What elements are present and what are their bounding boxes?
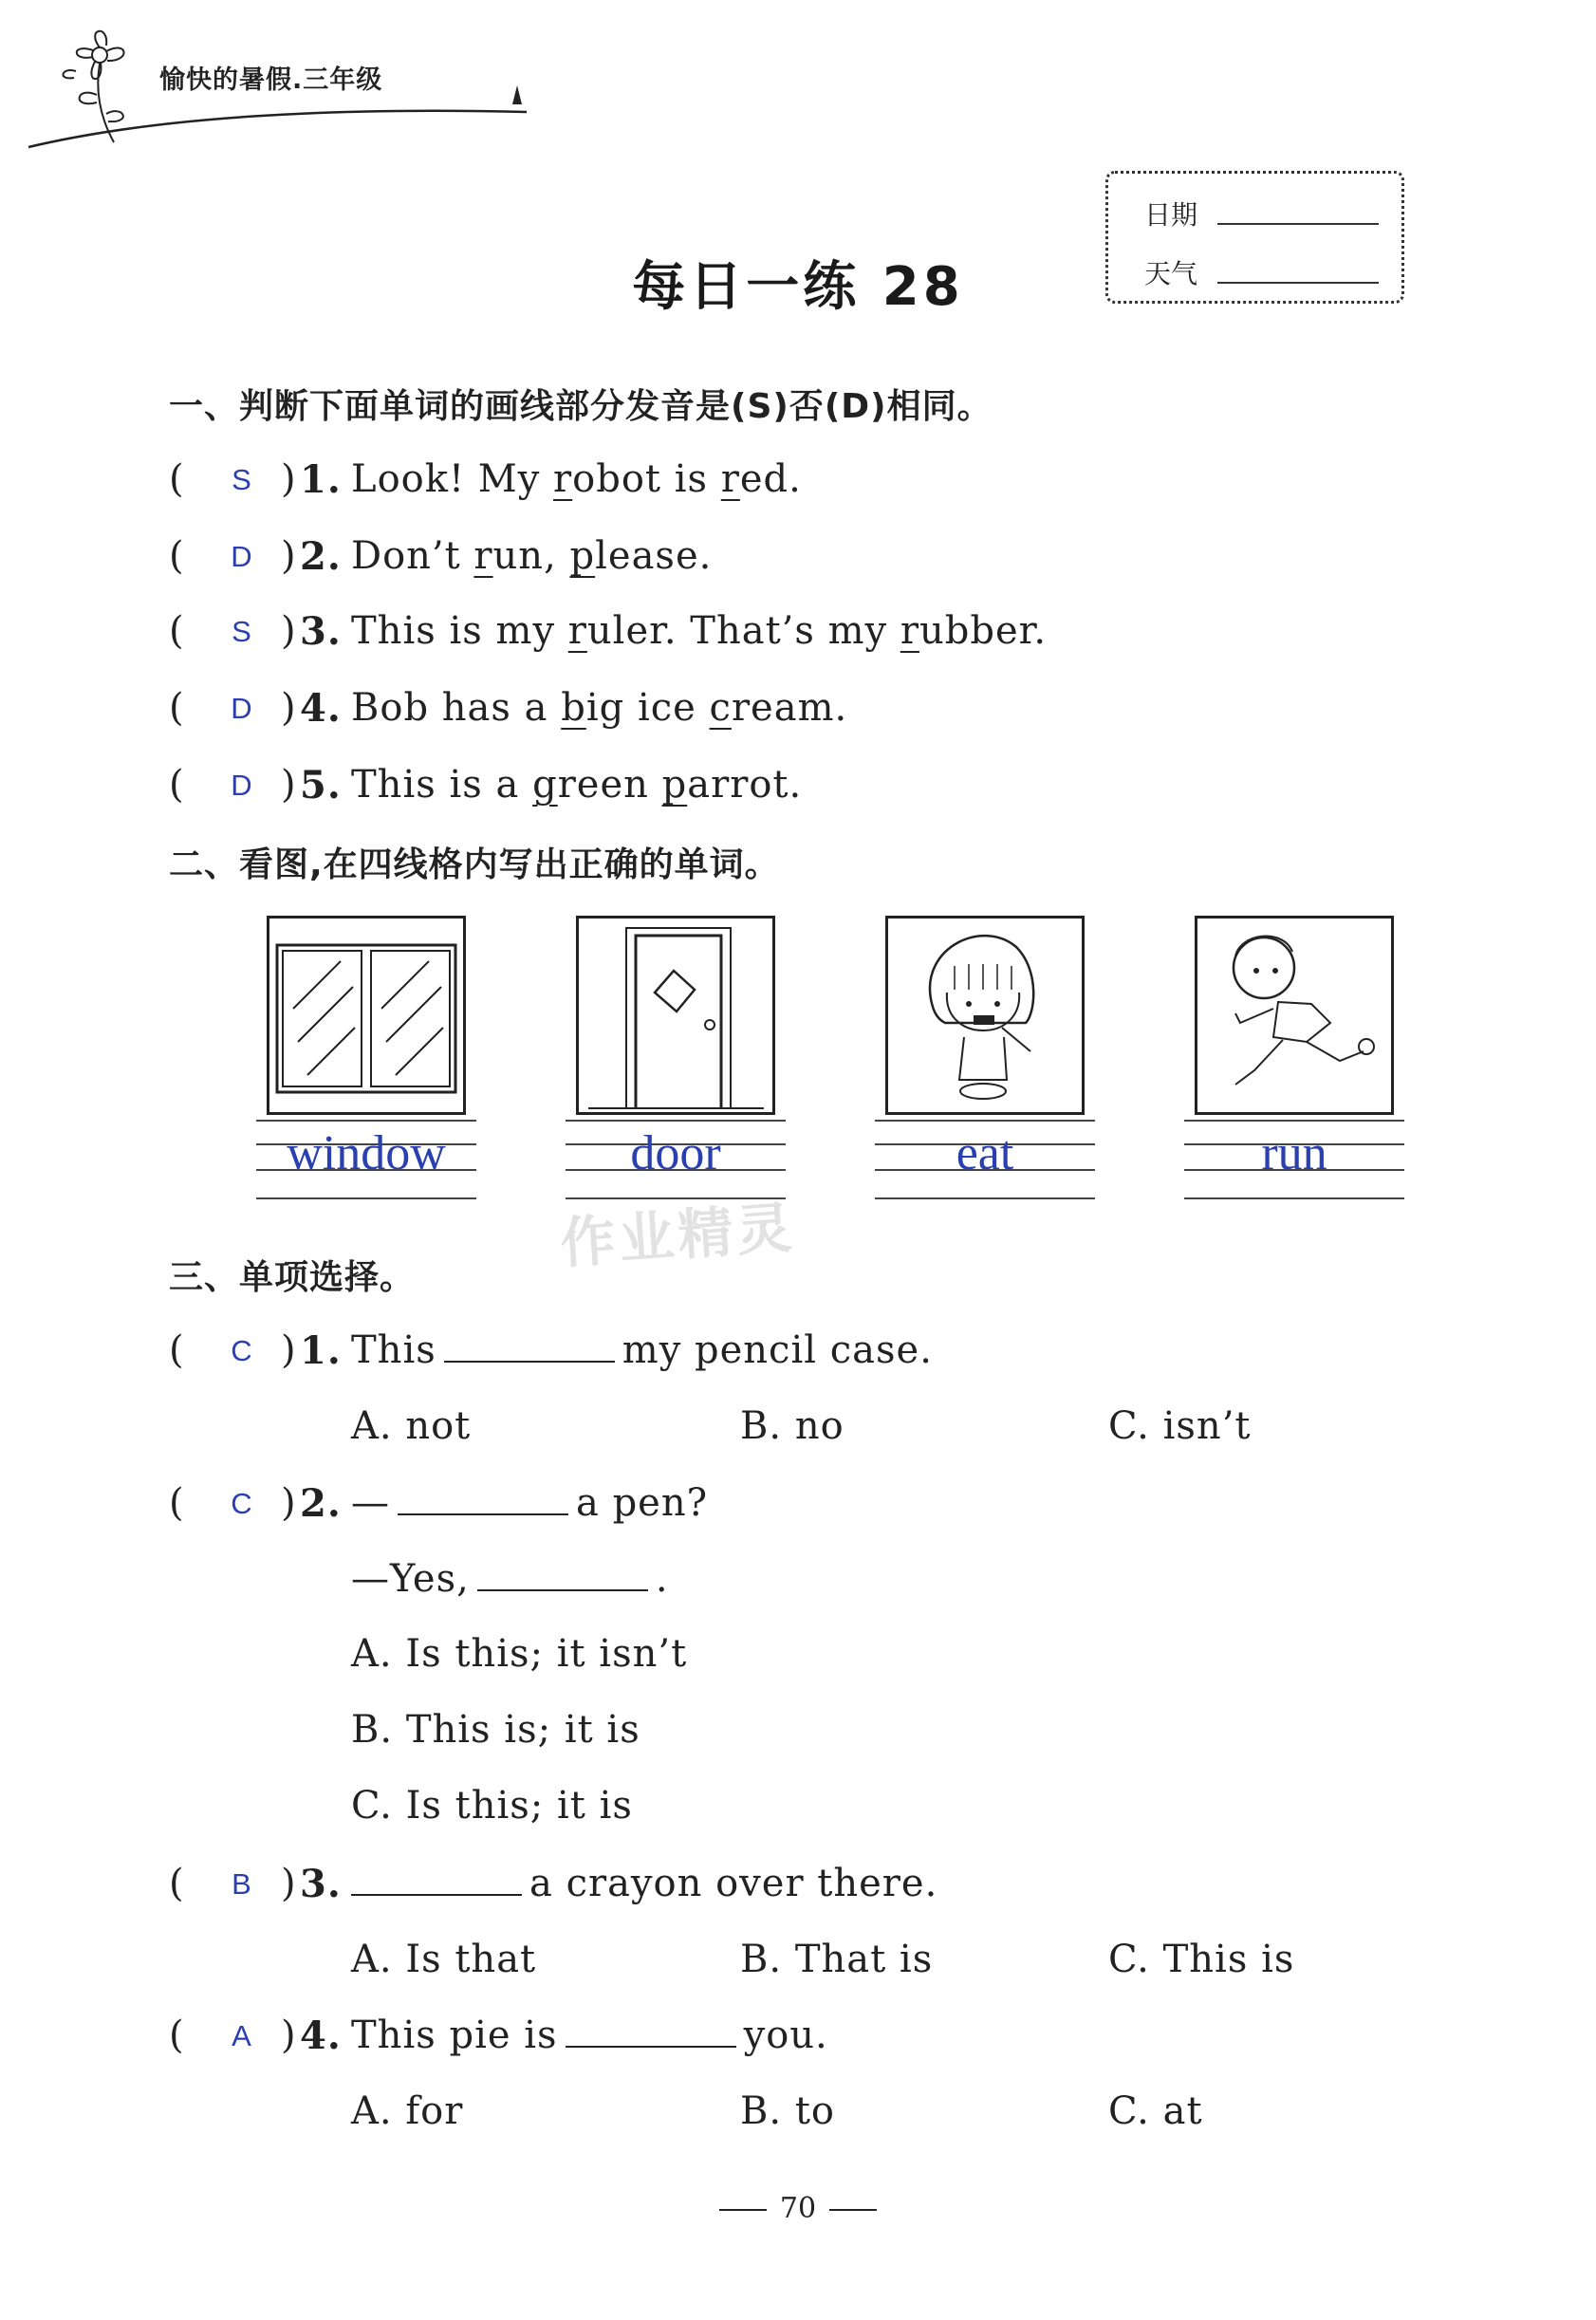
s3-q4-option-b: B. to — [740, 2089, 835, 2133]
picture-boy-running — [1195, 916, 1394, 1115]
s3-q1-option-c: C. isn’t — [1108, 1404, 1252, 1448]
picture-girl-eating — [885, 916, 1085, 1115]
date-field[interactable] — [1217, 223, 1379, 225]
section3-heading: 三、单项选择。 — [169, 1258, 416, 1297]
blank[interactable] — [351, 1865, 522, 1896]
s1-answer-5: D — [231, 769, 253, 802]
weather-label: 天气 — [1144, 258, 1198, 289]
s3-answer-4: A — [232, 2019, 252, 2052]
section1-heading: 一、判断下面单词的画线部分发音是(S)否(D)相同。 — [169, 387, 993, 426]
blank[interactable] — [398, 1485, 568, 1515]
answer-word-door: door — [630, 1126, 721, 1180]
s1-answer-1: S — [232, 463, 252, 496]
s3-q4-option-c: C. at — [1108, 2089, 1203, 2133]
s3-q2-option-a: A. Is this; it isn’t — [351, 1632, 688, 1676]
s3-q4-option-a: A. for — [351, 2089, 464, 2133]
s1-answer-2: D — [231, 540, 253, 573]
watermark: 作业精灵 — [558, 1195, 798, 1276]
blank[interactable] — [566, 2017, 736, 2048]
date-label: 日期 — [1144, 199, 1198, 231]
s3-question-2-line2: —Yes, . — [351, 1557, 669, 1601]
s3-q1-option-b: B. no — [740, 1404, 844, 1448]
s3-answer-1: C — [231, 1334, 253, 1367]
s3-q2-option-b: B. This is; it is — [351, 1708, 640, 1752]
answer-word-window: window — [287, 1126, 446, 1180]
picture-window — [267, 916, 466, 1115]
page-title: 每日一练 28 — [632, 256, 964, 318]
s3-q3-option-c: C. This is — [1108, 1938, 1295, 1981]
blank[interactable] — [444, 1332, 615, 1363]
girl-eating-icon — [888, 919, 1082, 1112]
picture-door — [576, 916, 775, 1115]
s3-answer-2: C — [231, 1487, 253, 1520]
s3-q3-option-a: A. Is that — [351, 1938, 537, 1981]
writing-lines-4[interactable] — [1184, 1120, 1404, 1201]
boy-running-icon — [1197, 919, 1391, 1112]
door-icon — [579, 919, 772, 1112]
s1-answer-4: D — [231, 692, 253, 725]
section2-heading: 二、看图,在四线格内写出正确的单词。 — [169, 845, 780, 884]
header-title: 愉快的暑假.三年级 — [159, 65, 383, 95]
answer-word-run: run — [1261, 1126, 1327, 1180]
writing-lines-3[interactable] — [875, 1120, 1095, 1201]
s1-answer-3: S — [232, 615, 252, 648]
s3-q2-option-c: C. Is this; it is — [351, 1784, 633, 1828]
s3-q3-option-b: B. That is — [740, 1938, 934, 1981]
page-number: 70 — [0, 2192, 1596, 2225]
window-icon — [269, 919, 463, 1112]
writing-lines-1[interactable] — [256, 1120, 476, 1201]
s3-q1-option-a: A. not — [351, 1404, 472, 1448]
answer-word-eat: eat — [956, 1126, 1014, 1180]
blank[interactable] — [477, 1561, 648, 1591]
s3-answer-3: B — [232, 1867, 252, 1901]
